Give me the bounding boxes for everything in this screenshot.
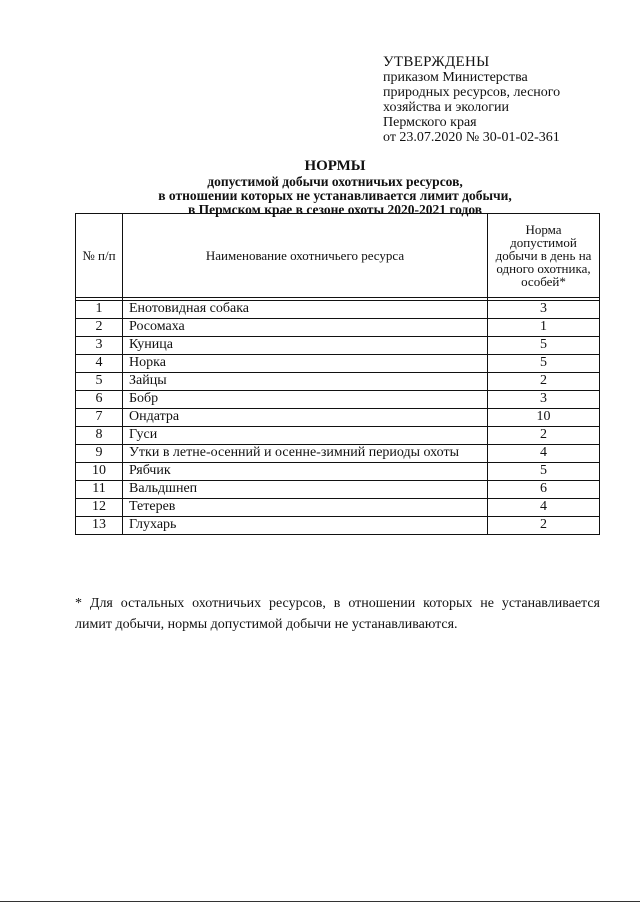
title-line: допустимой добычи охотничьих ресурсов, (207, 174, 463, 189)
approval-block (383, 54, 623, 145)
table-row (76, 499, 600, 517)
row-resource: Тетерев (123, 499, 488, 517)
table-row (76, 463, 600, 481)
approval-line: хозяйства и экологии (383, 100, 510, 115)
footnote (75, 593, 600, 635)
row-resource: Глухарь (123, 517, 488, 535)
table-header-row (76, 214, 600, 298)
row-number: 7 (76, 409, 123, 427)
approval-heading: УТВЕРЖДЕНЫ (383, 54, 490, 70)
document-title (70, 158, 600, 217)
row-number: 2 (76, 319, 123, 337)
approval-line: природных ресурсов, лесного (383, 85, 561, 100)
row-norm: 10 (488, 409, 600, 427)
row-norm: 5 (488, 337, 600, 355)
approval-line: Пермского края (383, 115, 477, 130)
row-number: 9 (76, 445, 123, 463)
table-row (76, 319, 600, 337)
table-row (76, 409, 600, 427)
table-row (76, 445, 600, 463)
row-resource: Норка (123, 355, 488, 373)
row-resource: Зайцы (123, 373, 488, 391)
row-resource: Енотовидная собака (123, 301, 488, 319)
row-norm: 2 (488, 427, 600, 445)
table-row (76, 427, 600, 445)
row-norm: 4 (488, 445, 600, 463)
row-resource: Ондатра (123, 409, 488, 427)
title-line: в Пермском крае в сезоне охоты 2020-2021 годов (187, 202, 483, 217)
row-norm: 1 (488, 319, 600, 337)
approval-line: от 23.07.2020 № 30-01-02-361 (383, 130, 560, 145)
table-row (76, 301, 600, 319)
table-row (76, 337, 600, 355)
row-resource: Гуси (123, 427, 488, 445)
approval-line: приказом Министерства (383, 70, 528, 85)
row-resource: Куница (123, 337, 488, 355)
norms-table (75, 213, 600, 535)
row-number: 8 (76, 427, 123, 445)
title-line: НОРМЫ (304, 158, 366, 174)
row-number: 4 (76, 355, 123, 373)
header-number: № п/п (76, 214, 123, 298)
row-resource: Бобр (123, 391, 488, 409)
row-number: 13 (76, 517, 123, 535)
row-norm: 3 (488, 301, 600, 319)
title-line: в отношении которых не устанавливается лимит добычи, (158, 188, 512, 203)
footnote-text: * Для остальных охотничьих ресурсов, в отношении которых не устанавливается лимит добычи, нормы допустимой добычи не устанавливаются. (75, 596, 600, 632)
row-resource: Утки в летне-осенний и осенне-зимний периоды охоты (123, 445, 488, 463)
row-norm: 2 (488, 517, 600, 535)
table-row (76, 391, 600, 409)
row-resource: Рябчик (123, 463, 488, 481)
row-number: 12 (76, 499, 123, 517)
header-resource-name: Наименование охотничьего ресурса (123, 214, 488, 298)
row-number: 10 (76, 463, 123, 481)
page-edge-line (0, 901, 640, 902)
table-row (76, 355, 600, 373)
row-resource: Вальдшнеп (123, 481, 488, 499)
table-row (76, 481, 600, 499)
table-row (76, 517, 600, 535)
table-row (76, 373, 600, 391)
row-number: 1 (76, 301, 123, 319)
row-norm: 4 (488, 499, 600, 517)
row-norm: 3 (488, 391, 600, 409)
row-norm: 6 (488, 481, 600, 499)
row-number: 3 (76, 337, 123, 355)
row-norm: 5 (488, 463, 600, 481)
row-norm: 2 (488, 373, 600, 391)
row-number: 5 (76, 373, 123, 391)
row-number: 6 (76, 391, 123, 409)
row-norm: 5 (488, 355, 600, 373)
header-norm: Норма допустимой добычи в день на одного охотника, особей* (488, 214, 600, 298)
row-number: 11 (76, 481, 123, 499)
row-resource: Росомаха (123, 319, 488, 337)
